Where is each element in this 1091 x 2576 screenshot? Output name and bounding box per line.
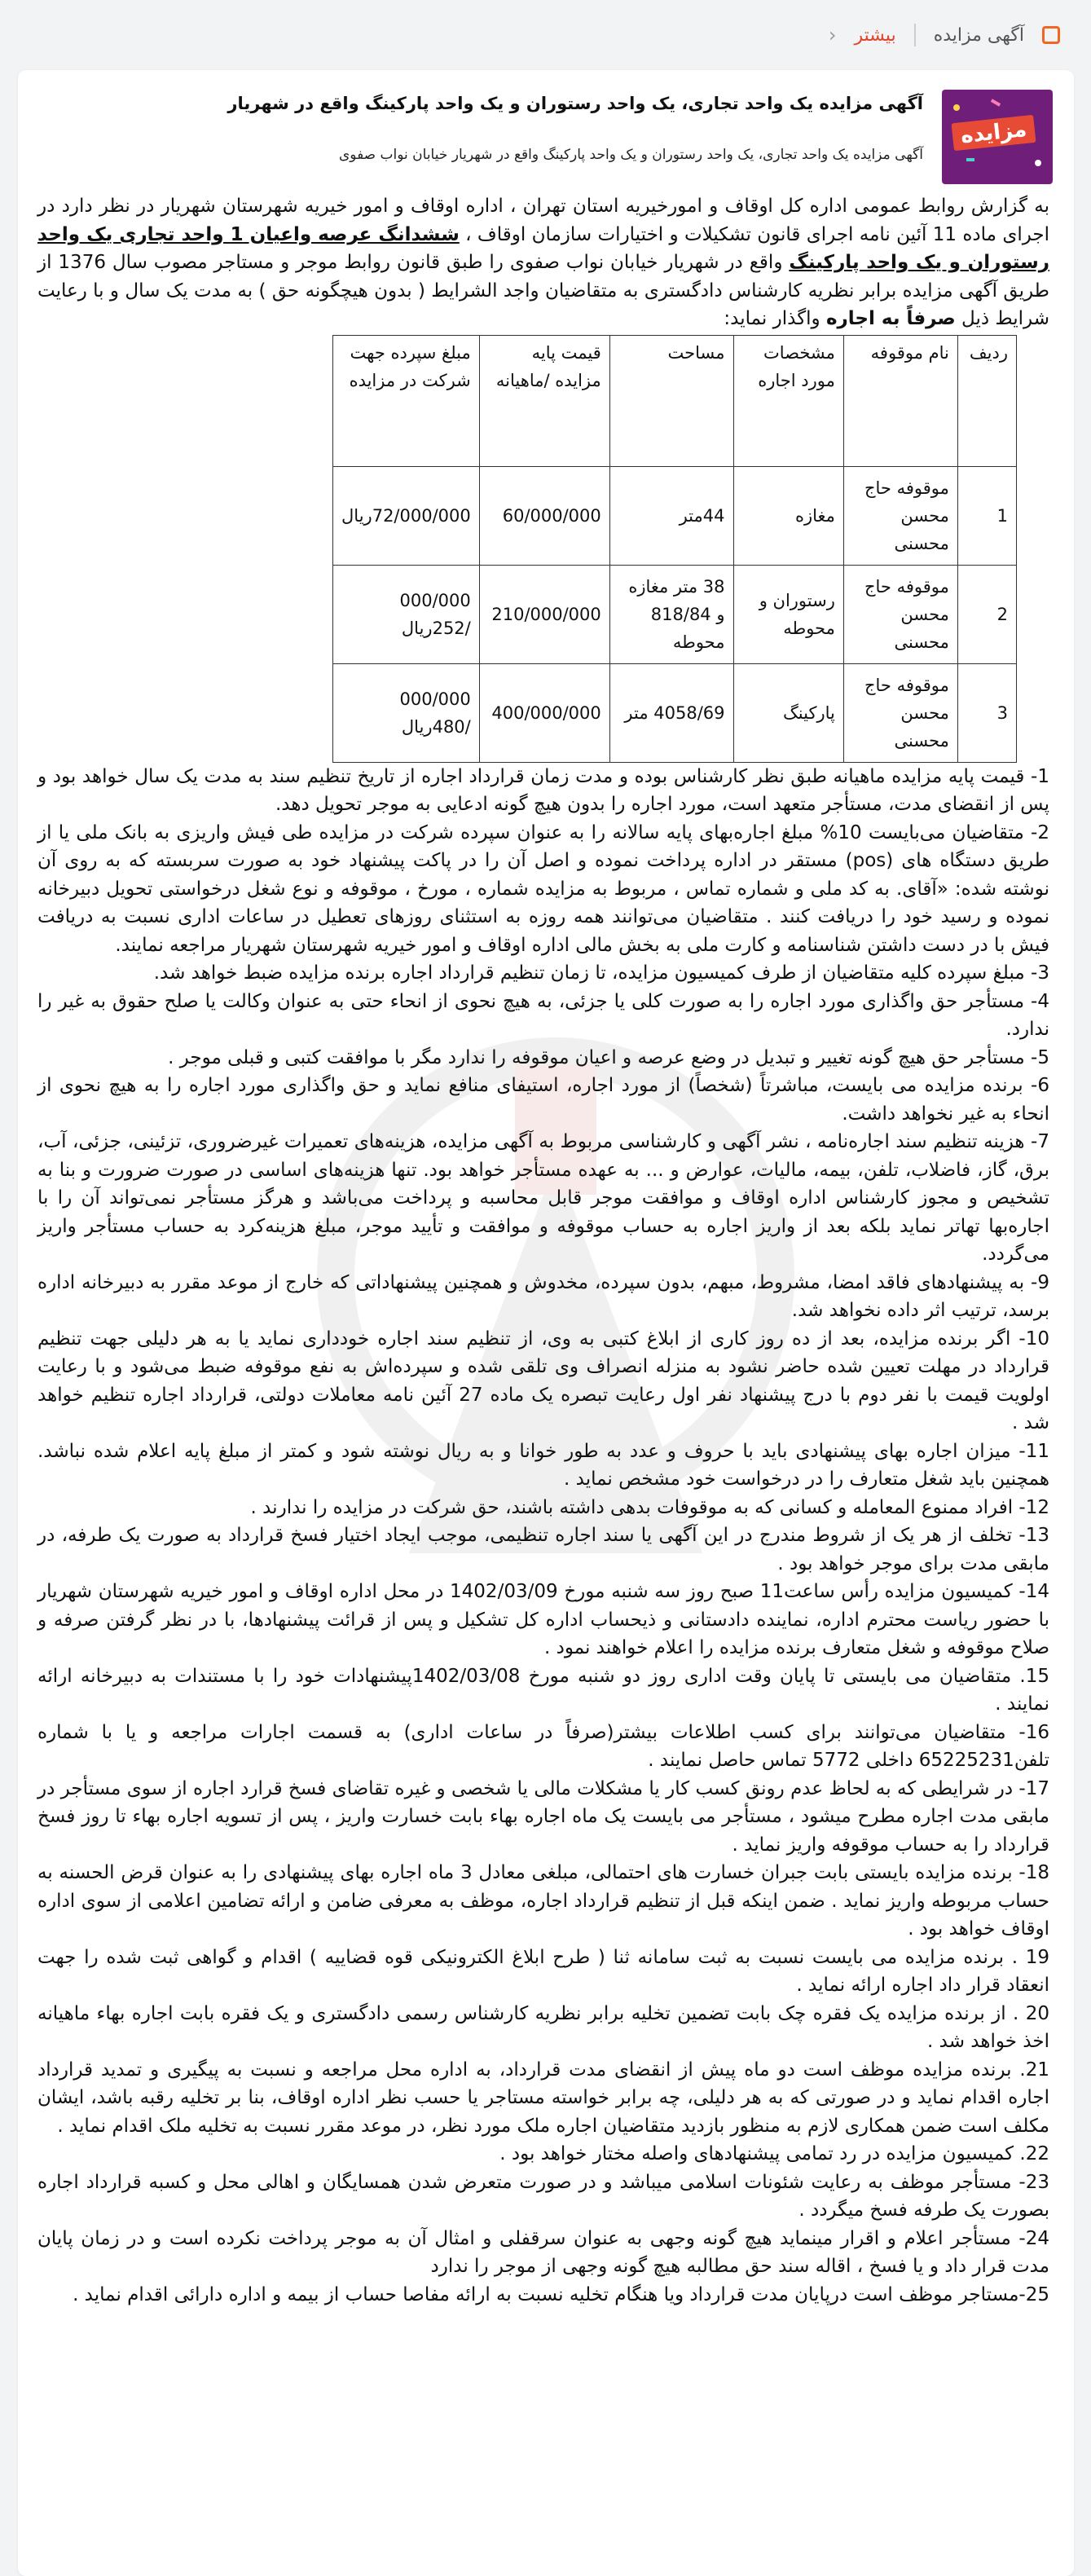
table-cell: موقوفه حاج محسن محسنی — [843, 663, 957, 762]
column-header: ردیف — [957, 335, 1016, 466]
condition-item: 9- به پیشنهادهای فاقد امضا، مشروط، مبهم، بدون سپرده، مخدوش و همچنین پیشنهاداتی که خارج از موعد مقرر به دبیرخانه اداره برسد، ترتیب اثر داده نخواهد شد. — [37, 1271, 1049, 1321]
property-description: ششدانگ عرصه واعیان 1 واحد تجاری یک واحد رستوران و یک واحد پارکینگ — [37, 223, 1049, 273]
table-cell: 60/000/000 — [479, 466, 609, 565]
table-row — [333, 663, 1017, 762]
table-cell: موقوفه حاج محسن محسنی — [843, 565, 957, 663]
table-header-row — [333, 335, 1017, 466]
confetti-icon — [953, 104, 960, 111]
breadcrumb-more-link[interactable]: بیشتر — [854, 24, 896, 46]
condition-item: 6- برنده مزایده می بایست، مباشرتاً (شخصاً) از مورد اجاره، استیفای منافع نماید و حق واگذاری مورد اجاره را به هیچ نحوی از انحاء به غیر نخواهد داشت. — [37, 1075, 1049, 1125]
home-icon — [1042, 26, 1060, 44]
condition-item: 21. برنده مزایده موظف است دو ماه پیش از انقضای مدت قرارداد، به اداره محل مراجعه و نسبت به پیگیری و تمدید قرارداد اجاره اقدام نماید و در صورتی که به هر دلیلی، چه برابر خواسته مستاجر یا حسب نظر اداره اوقاف، بنا بر تخلیه رقبه باشد، ایشان مکلف است ضمن همکاری لازم به منظور بازدید متقاضیان اجاره ملک مورد نظر، در موعد مقرر نسبت به تخلیه ملک اقدام نماید . — [37, 2059, 1049, 2137]
condition-item: 7- هزینه تنظیم سند اجاره‌نامه ، نشر آگهی و کارشناسی مربوط به آگهی مزایده، هزینه‌های تعمیرات غیرضروری، تزئینی، جزئی، آب، برق، گاز، فاضلاب، تلفن، بیمه، مالیات، عوارض و ... به عهده مستأجر خواهد بود. تنها هزینه‌های اساسی در صورت ضرورت و بنا به تشخیص و مجوز کارشناس اداره اوقاف و موافقت موجر قابل محاسبه و پرداخت می‌باشد و هرگز مستأجر نمی‌تواند آن را با اجاره‌بها تهاتر نماید بلکه بعد از واریز اجاره به حساب موقوفه و موافقت و تأیید موجر، مبلغ هزینه‌کرد به حساب مستأجر واریز می‌گردد. — [37, 1131, 1049, 1265]
table-cell: 44متر — [609, 466, 733, 565]
article-header — [18, 70, 1074, 192]
breadcrumb-divider — [914, 24, 916, 46]
condition-item: 10- اگر برنده مزایده، بعد از ده روز کاری از ابلاغ کتبی به وی، از تنظیم سند اجاره خودداری نماید یا به هر دلیلی جهت تنظیم قرارداد در مهلت تعیین شده حاضر نشود به منزله انصراف وی تلقی شده و سپرده‌اش به نفع موقوفه ضبط می‌شود و با رعایت اولویت قیمت با نفر دوم با درج پیشنهاد نفر اول رعایت تبصره یک ماده 27 آئین نامه معاملات دولتی، قرارداد اجاره تنظیم خواهد شد . — [37, 1328, 1050, 1433]
column-header: نام موقوفه — [843, 335, 957, 466]
table-row — [333, 466, 1017, 565]
auction-badge — [942, 90, 1053, 184]
auction-table — [332, 335, 1017, 763]
auction-badge-label: مزایده — [951, 115, 1036, 151]
condition-item: 24- مستأجر اعلام و اقرار مینماید هیچ گونه وجهی به عنوان سرقفلی و امثال آن به موجر پرداخت نکرده است و در زمان پایان مدت قرار داد و یا فسخ ، اقاله سند حق مطالبه هیچ گونه وجهی از موجر را ندارد — [37, 2227, 1049, 2277]
condition-item: 23- مستأجر موظف به رعایت شئونات اسلامی میباشد و در صورت متعرض شدن همسایگان و اهالی محل و کسبه قرارداد اجاره بصورت یک طرفه فسخ میگردد . — [37, 2171, 1049, 2221]
table-row — [333, 565, 1017, 663]
column-header: مبلغ سپرده جهت شرکت در مزایده — [333, 335, 480, 466]
chevron-left-icon: ‹ — [828, 24, 837, 46]
column-header: مساحت — [609, 335, 733, 466]
condition-item: 2- متقاضیان می‌بایست 10% مبلغ اجاره‌بهای پایه سالانه را به عنوان سپرده شرکت در مزایده طی فیش واریزی به بانک ملی یا از طریق دستگاه های (pos) مستقر در اداره پرداخت نموده و اصل آن را در پاکت پیشنهاد خود به صورت سربسته که به روی آن نوشته شده: «آقای. به کد ملی و شماره تماس ، مربوط به مزایده شماره ، مورخ ، موقوفه و نوع شغل درخواستی تحویل دبیرخانه نموده و رسید خود را دریافت کنند . متقاضیان می‌توانند همه روزه به استثنای روزهای تعطیل در ساعات اداری نسبت به دریافت فیش با در دست داشتن شناسنامه و کارت ملی به بخش مالی اداره اوقاف و امور خیریه شهرستان شهریار مراجعه نمایند. — [37, 821, 1049, 956]
condition-item: 25-مستاجر موظف است درپایان مدت قرارداد ویا هنگام تخلیه نسبت به ارائه مفاصا حساب از بیمه و اداره دارائی اقدام نماید . — [73, 2283, 1049, 2305]
condition-item: 5- مستأجر حق هیچ گونه تغییر و تبدیل در وضع عرصه و اعیان موقوفه را ندارد مگر با موافقت کتبی و قبلی موجر . — [168, 1046, 1049, 1068]
table-cell: 4058/69 متر — [609, 663, 733, 762]
condition-item: 20 . از برنده مزایده یک فقره چک بابت تضمین تخلیه برابر نظریه کارشناس رسمی دادگستری و یک فقره بابت اجاره بهاء ماهیانه اخذ خواهد شد . — [37, 2002, 1049, 2052]
table-cell: 210/000/000 — [479, 565, 609, 663]
table-cell: 000/000 /480ریال — [333, 663, 480, 762]
page-title: آگهی مزایده یک واحد تجاری، یک واحد رستوران و یک واحد پارکینگ واقع در شهریار — [227, 94, 923, 113]
article-card — [18, 70, 1074, 2576]
table-cell: 1 — [957, 466, 1016, 565]
condition-item: 22. کمیسیون مزایده در رد تمامی پیشنهادهای واصله مختار خواهد بود . — [499, 2143, 1049, 2164]
lease-only-note: صرفاً به اجاره — [825, 308, 956, 329]
condition-item: 13- تخلف از هر یک از شروط مندرج در این آگهی یا سند اجاره تنظیمی، موجب ایجاد اختیار فسخ قرارداد به صورت یک طرفه، در مابقی مدت برای موجر خواهد بود . — [37, 1525, 1049, 1574]
table-cell: موقوفه حاج محسن محسنی — [843, 466, 957, 565]
condition-item: 4- مستأجر حق واگذاری مورد اجاره را به صورت کلی یا جزئی، به هیچ نحوی از انحاء حتی به عنوان وکالت یا صلح حقوق به غیر را ندارد. — [37, 990, 1049, 1040]
intro-paragraph — [37, 192, 1049, 333]
confetti-icon — [966, 158, 974, 161]
intro-text: به گزارش روابط عمومی اداره کل اوقاف و امورخیریه استان تهران ، اداره اوقاف و امور خیریه شهرستان شهریار در نظر دارد در اجرای ماده 11 آئین نامه اجرای قانون تشکیلات و اختیارات سازمان اوقاف ، — [37, 196, 1050, 245]
condition-item: 19 . برنده مزایده می بایست نسبت به ثبت سامانه ثنا ( طرح ابلاغ الکترونیکی قوه قضاییه ) اقدام و گواهی ثبت شده را جهت انعقاد قرار داد اجاره ارائه نماید . — [37, 1946, 1049, 1996]
page-subtitle: آگهی مزایده یک واحد تجاری، یک واحد رستوران و یک واحد پارکینگ واقع در شهریار خیابان نواب صفوی — [338, 147, 923, 163]
table-cell: 2 — [957, 565, 1016, 663]
table-cell: 72/000/000ریال — [333, 466, 480, 565]
condition-item: 15. متقاضیان می بایستی تا پایان وقت اداری روز دو شنبه مورخ 1402/03/08پیشنهادات خود را با مستندات به دبیرخانه ارائه نمایند . — [37, 1665, 1049, 1715]
table-cell: 38 متر مغازه و 818/84 محوطه — [609, 565, 733, 663]
breadcrumb — [0, 0, 1091, 70]
breadcrumb-home-link[interactable]: آگهی مزایده — [933, 24, 1024, 46]
table-cell: رستوران و محوطه — [733, 565, 843, 663]
article-body — [18, 192, 1074, 2309]
condition-item: 17- در شرایطی که به لحاظ عدم رونق کسب کار یا مشکلات مالی یا شخصی و غیره تقاضای فسخ قرارد اجاره از سوی مستأجر در مابقی مدت اجاره مطرح میشود ، مستأجر می بایست یک ماه اجاره بهاء بابت خسارت واریز ، پس از تسویه اجاره بهاء تا روز فسخ قرارداد را به حساب موقوفه واریز نماید . — [37, 1777, 1049, 1856]
table-cell: پارکینگ — [733, 663, 843, 762]
condition-item: 3- مبلغ سپرده کلیه متقاضیان از طرف کمیسیون مزایده، تا زمان تنظیم قرارداد اجاره برنده مزایده ضبط خواهد شد. — [153, 962, 1049, 984]
condition-item: 12- افراد ممنوع المعامله و کسانی که به موقوفات بدهی داشته باشند، حق شرکت در مزایده را ندارند . — [250, 1496, 1049, 1518]
column-header: قیمت پایه مزایده /ماهیانه — [479, 335, 609, 466]
condition-item: 16- متقاضیان می‌توانند برای کسب اطلاعات بیشتر(صرفاً در ساعات اداری) به قسمت اجارات مراجعه و یا با شماره تلفن65225231 داخلی 5772 تماس حاصل نمایند . — [37, 1721, 1049, 1771]
condition-item: 18- برنده مزایده بایستی بابت جبران خسارت های احتمالی، مبلغی معادل 3 ماه اجاره بهای پیشنهادی را به عنوان قرض الحسنه به حساب مربوطه واریز نماید . ضمن اینکه قبل از تنظیم قرارداد اجاره، موظف به معرفی ضامن و ارائه تضامین اعلامی از سوی اداره اوقاف خواهد بود . — [37, 1862, 1049, 1940]
condition-item: 1- قیمت پایه مزایده ماهیانه طبق نظر کارشناس بوده و مدت زمان قرارداد اجاره از تاریخ تنظیم سند به مدت یک سال خواهد بود و پس از انقضای مدت، مستأجر متعهد است، مورد اجاره را بدون هیچ گونه ادعایی به موجر تحویل دهد. — [37, 765, 1049, 815]
intro-text: واگذار نماید: — [724, 308, 826, 329]
intro-text: واقع در شهریار خیابان نواب صفوی را طبق قانون روابط موجر و مستاجر مصوب سال 1376 از طریق آگهی مزایده برابر نظریه کارشناس دادگستری به متقاضیان واجد الشرایط ( بدون هیچگونه حق ) به مدت یک سال و با رعایت شرایط ذیل — [37, 252, 1049, 329]
table-cell: 000/000 /252ریال — [333, 565, 480, 663]
confetti-icon — [991, 99, 1001, 106]
condition-item: 14- کمیسیون مزایده رأس ساعت11 صبح روز سه شنبه مورخ 1402/03/09 در محل اداره اوقاف و امور خیریه شهرستان شهریار با حضور ریاست محترم اداره، نماینده دادستانی و ذیحساب اداره کل تشکیل و پس از قرائت پیشنهادها، با در نظر گرفتن صرفه و صلاح موقوفه و شغل متعارف برنده مزایده را اعلام خواهند نمود . — [37, 1581, 1050, 1658]
table-cell: مغازه — [733, 466, 843, 565]
condition-item: 11- میزان اجاره بهای پیشنهادی باید با حروف و عدد به طور خوانا و به ریال نوشته شود و کمتر از مبلغ پایه اعلام شده نباشد. همچنین باید شغل متعارف را در درخواست خود مشخص نماید . — [37, 1440, 1049, 1490]
table-cell: 3 — [957, 663, 1016, 762]
column-header: مشخصات مورد اجاره — [733, 335, 843, 466]
confetti-icon — [1035, 160, 1041, 166]
table-cell: 400/000/000 — [479, 663, 609, 762]
